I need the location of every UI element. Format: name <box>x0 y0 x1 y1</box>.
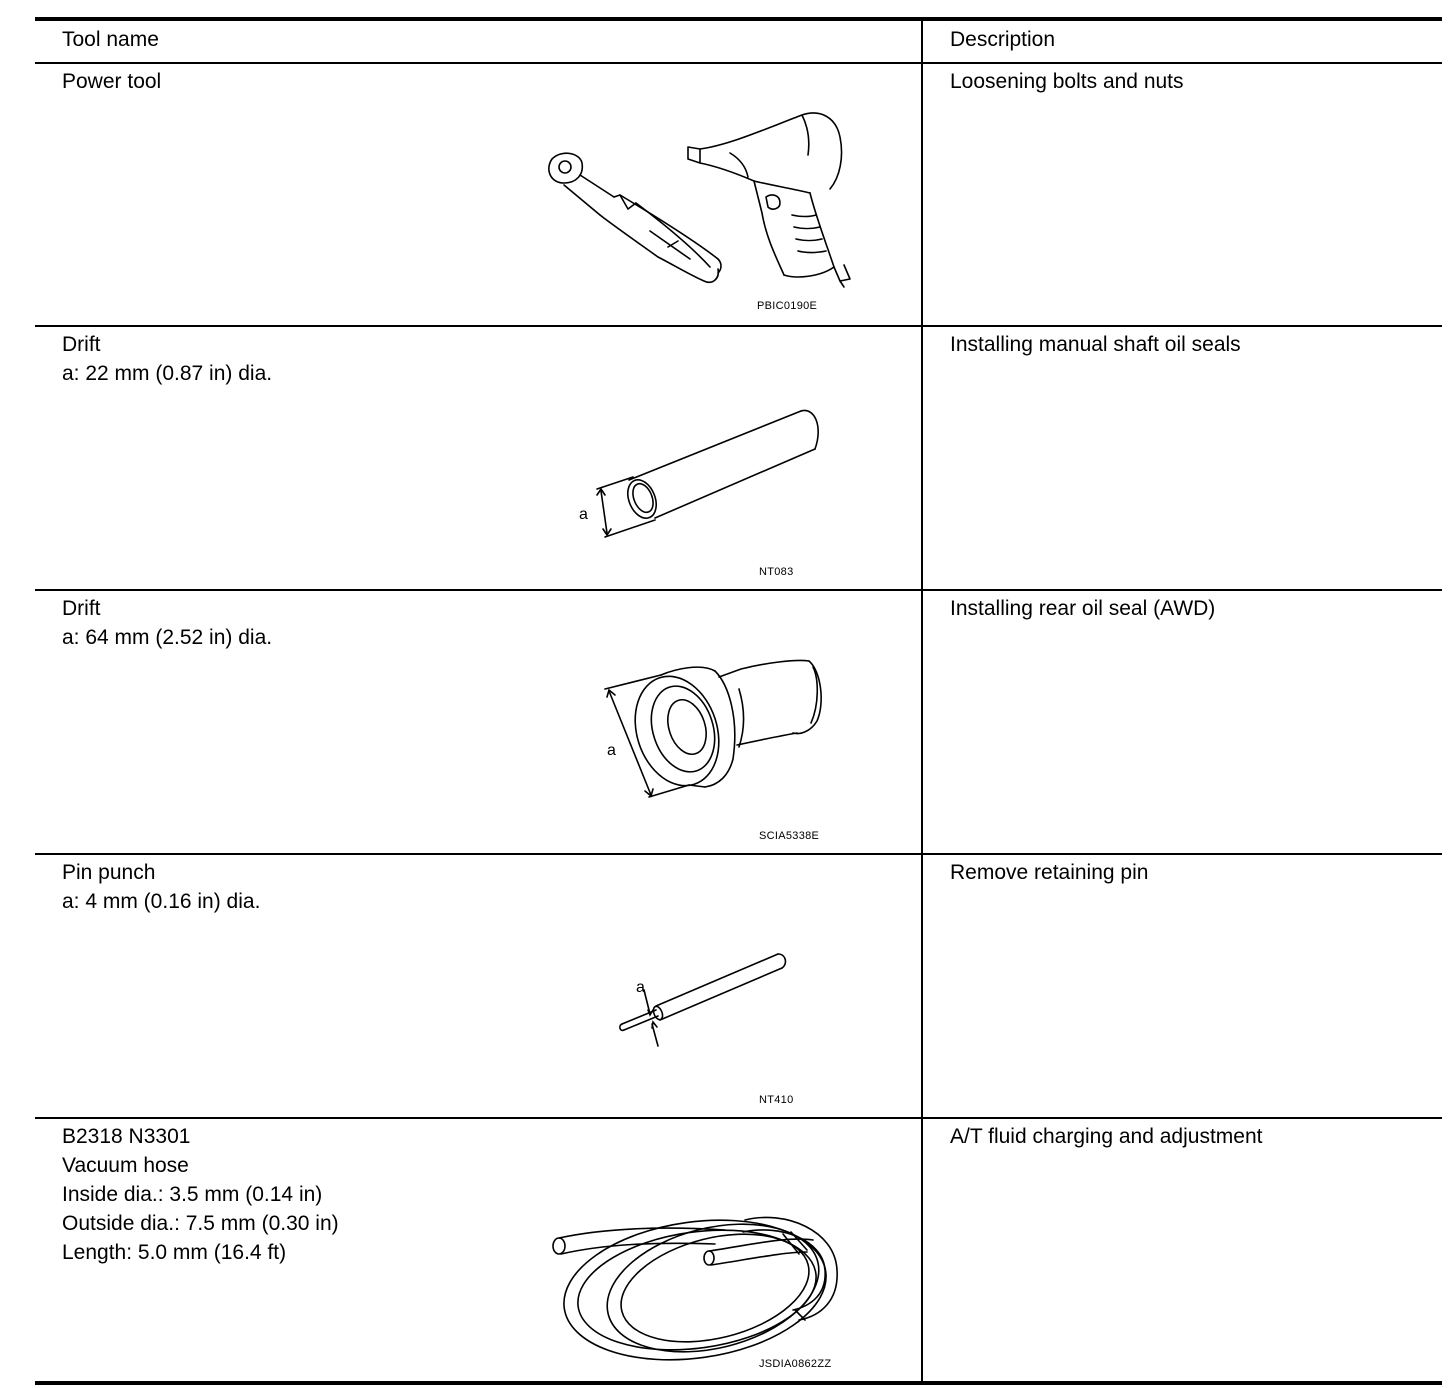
table-row <box>35 326 1442 590</box>
tool-name-cell <box>35 326 922 590</box>
tool-name: Drift <box>62 333 101 356</box>
table-row <box>35 1118 1442 1383</box>
drift-illustration <box>565 659 835 819</box>
vacuum-hose-illustration <box>545 1170 845 1360</box>
dimension-label-a: a <box>636 979 645 996</box>
tool-dimension: a: 64 mm (2.52 in) dia. <box>62 626 273 649</box>
description-cell: Loosening bolts and nuts <box>922 63 1442 326</box>
header-tool-name: Tool name <box>35 19 922 63</box>
tool-dimension: a: 22 mm (0.87 in) dia. <box>62 362 273 385</box>
figure-code: NT410 <box>759 1094 794 1106</box>
tool-part-number: B2318 N3301 <box>62 1125 191 1148</box>
tool-name: Pin punch <box>62 861 156 884</box>
description-cell: Installing manual shaft oil seals <box>922 326 1442 590</box>
tool-length: Length: 5.0 mm (16.4 ft) <box>62 1241 287 1264</box>
tool-name-cell <box>35 854 922 1118</box>
description-cell: A/T fluid charging and adjustment <box>922 1118 1442 1383</box>
tool-name-cell <box>35 590 922 854</box>
tool-dimension: a: 4 mm (0.16 in) dia. <box>62 890 261 913</box>
air-ratchet-icon <box>549 153 721 282</box>
pin-punch-illustration <box>610 948 790 1058</box>
figure-code: PBIC0190E <box>757 300 818 312</box>
tool-name-cell <box>35 1118 922 1383</box>
figure-code: JSDIA0862ZZ <box>759 1358 832 1370</box>
power-tool-illustration <box>540 97 850 287</box>
tool-name: Vacuum hose <box>62 1154 189 1177</box>
tool-inside-diameter: Inside dia.: 3.5 mm (0.14 in) <box>62 1183 323 1206</box>
header-description: Description <box>922 19 1442 63</box>
tool-name-cell <box>35 63 922 326</box>
table-row <box>35 590 1442 854</box>
figure-code: NT083 <box>759 566 794 578</box>
dimension-label-a: a <box>579 506 588 523</box>
table-row <box>35 854 1442 1118</box>
table-row <box>35 63 1442 326</box>
description-cell: Installing rear oil seal (AWD) <box>922 590 1442 854</box>
dimension-label-a: a <box>607 742 616 759</box>
impact-wrench-icon <box>688 113 850 287</box>
table-header-row <box>35 19 1442 63</box>
tool-name: Power tool <box>62 70 162 93</box>
special-tools-table <box>35 17 1442 1385</box>
tool-name: Drift <box>62 597 101 620</box>
figure-code: SCIA5338E <box>759 830 820 842</box>
drift-illustration <box>575 405 835 545</box>
tool-outside-diameter: Outside dia.: 7.5 mm (0.30 in) <box>62 1212 339 1235</box>
description-cell: Remove retaining pin <box>922 854 1442 1118</box>
